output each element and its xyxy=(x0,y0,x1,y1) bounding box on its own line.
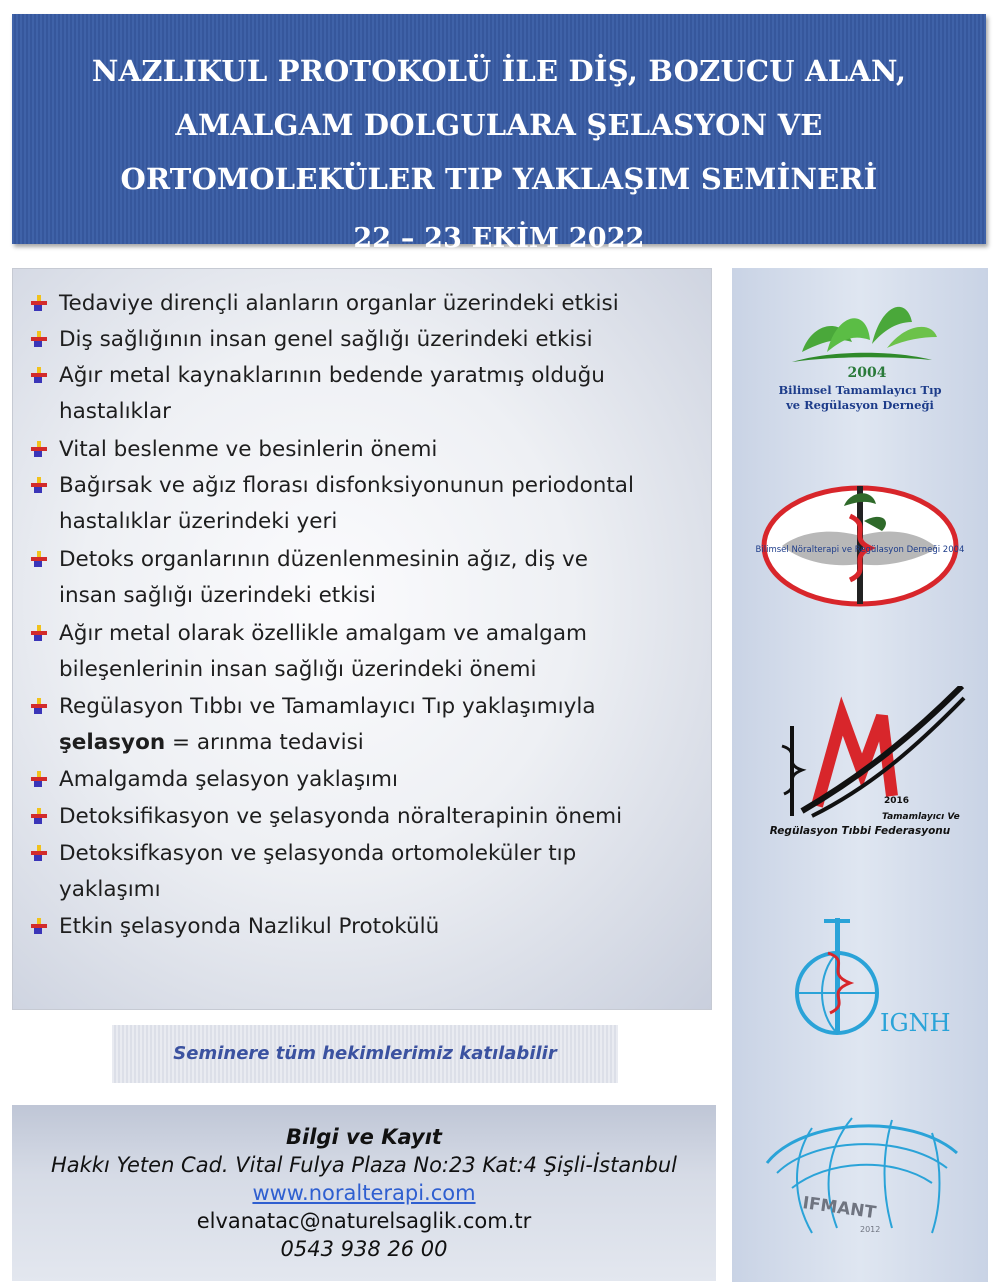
participation-notice: Seminere tüm hekimlerimiz katılabilir xyxy=(112,1025,618,1083)
logo-tamamlayici-federasyonu xyxy=(732,686,988,846)
seminar-date: 22 – 23 EKİM 2022 xyxy=(353,223,645,254)
contact-phone: 0543 938 26 00 xyxy=(280,1237,448,1261)
cross-bullet-icon xyxy=(31,698,47,714)
cross-bullet-icon xyxy=(31,918,47,934)
contact-title: Bilgi ve Kayıt xyxy=(286,1125,442,1149)
logo-ignh xyxy=(732,913,988,1043)
cross-bullet-icon xyxy=(31,808,47,824)
website-link[interactable]: www.noralterapi.com xyxy=(252,1181,476,1205)
svg-text:2012: 2012 xyxy=(860,1225,881,1234)
svg-text:2004: 2004 xyxy=(847,365,887,381)
cross-bullet-icon xyxy=(31,441,47,457)
title-line-1: NAZLIKUL PROTOKOLÜ İLE DİŞ, BOZUCU ALAN, xyxy=(91,54,907,88)
logo-noralterapi-dernegi xyxy=(732,476,988,616)
title-line-3: ORTOMOLEKÜLER TIP YAKLAŞIM SEMİNERİ xyxy=(120,162,878,196)
contact-address: Hakkı Yeten Cad. Vital Fulya Plaza No:23 Kat:4 Şişli-İstanbul xyxy=(50,1153,677,1177)
svg-text:Tamamlayıcı Ve: Tamamlayıcı Ve xyxy=(882,812,960,822)
bold-term: şelasyon xyxy=(59,730,166,755)
cross-bullet-icon xyxy=(31,367,47,383)
cross-bullet-icon xyxy=(31,771,47,787)
cross-bullet-icon xyxy=(31,331,47,347)
logo-bilimsel-tamamlayici xyxy=(732,282,988,412)
caduceus-map-logo-icon xyxy=(732,476,988,616)
leaf-logo-icon xyxy=(732,282,988,412)
cross-bullet-icon xyxy=(31,625,47,641)
seminar-header xyxy=(12,14,986,254)
svg-text:Regülasyon Tıbbi Federasyonu: Regülasyon Tıbbi Federasyonu xyxy=(769,825,951,837)
ignh-globe-logo-icon xyxy=(732,913,988,1043)
cross-bullet-icon xyxy=(31,845,47,861)
svg-text:Bilimsel Nöralterapi ve Regüla: Bilimsel Nöralterapi ve Regülasyon Derneği 2004 xyxy=(755,545,965,555)
logos-sidebar xyxy=(732,268,988,1282)
ifmant-globe-logo-icon xyxy=(732,1108,988,1248)
svg-text:IFMANT: IFMANT xyxy=(801,1193,878,1224)
topics-panel: Tedaviye dirençli alanların organlar üzerindeki etkisi Diş sağlığının insan genel sağlığı üzerindeki etkisi Ağır metal kaynaklarının bedende yaratmış olduğu hastalıklar Vital beslenme ve besinlerin önemi Bağırsak ve ağız florası disfonksiyonunun periodontal hastalıklar üzerindeki yeri Detoks organlarının düzenlenmesinin ağız, diş ve insan sağlığı üzerindeki etkisi Ağır metal olarak özellikle amalgam ve amalgam bileşenlerinin insan sağlığı üzerindeki önemi Regülasyon Tıbbı ve Tamamlayıcı Tıp yaklaşımıyla şelasyon = arınma tedavisi Amalgamda şelasyon yaklaşımı Detoksifikasyon ve şelasyonda nöralterapinin önemi Detoksifkasyon ve şelasyonda ortomoleküler tıp yaklaşımı Etkin şelasyonda Nazlikul Protokülü xyxy=(12,268,712,1010)
svg-text:2016: 2016 xyxy=(884,796,910,806)
cross-bullet-icon xyxy=(31,477,47,493)
svg-text:ve Regülasyon Derneği: ve Regülasyon Derneği xyxy=(786,398,934,412)
federation-logo-icon xyxy=(732,686,988,846)
cross-bullet-icon xyxy=(31,551,47,567)
cross-bullet-icon xyxy=(31,295,47,311)
title-line-2: AMALGAM DOLGULARA ŞELASYON VE xyxy=(175,108,823,142)
svg-text:IGNH: IGNH xyxy=(880,1009,951,1037)
svg-text:Bilimsel Tamamlayıcı Tıp: Bilimsel Tamamlayıcı Tıp xyxy=(778,383,942,397)
contact-box xyxy=(12,1105,716,1281)
contact-email[interactable]: elvanatac@naturelsaglik.com.tr xyxy=(196,1209,532,1233)
logo-ifmant xyxy=(732,1108,988,1248)
